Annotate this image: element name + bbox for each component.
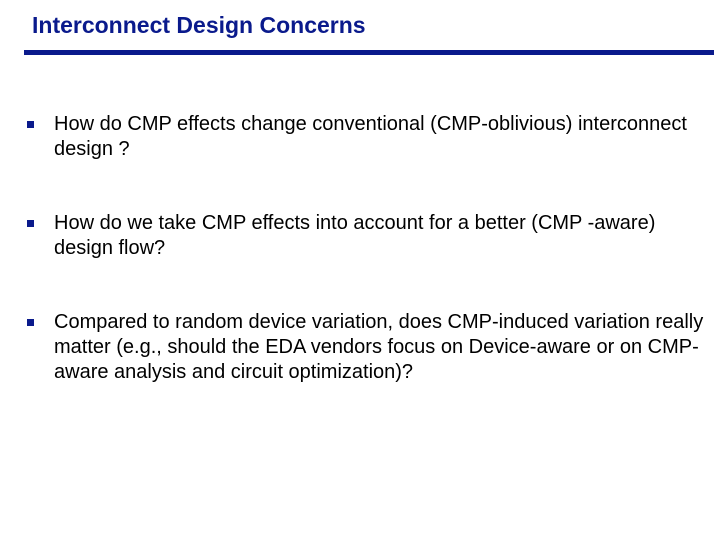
bullet-item-3 [24, 310, 704, 385]
bullet-text-2: How do we take CMP effects into account for a better (CMP -aware) design flow? [54, 212, 656, 259]
bullet-text-3: Compared to random device variation, does CMP-induced variation really matter (e.g., should the EDA vendors focus on Device-aware or on CMP-aware analysis and circuit optimization)? [54, 311, 704, 383]
bullet-item-2 [24, 211, 704, 261]
square-bullet-icon [27, 121, 34, 128]
square-bullet-icon [27, 220, 34, 227]
title-underline [24, 50, 714, 55]
slide-title: Interconnect Design Concerns [32, 12, 366, 38]
bullet-list [24, 112, 704, 434]
bullet-text-1: How do CMP effects change conventional (CMP-oblivious) interconnect design ? [54, 113, 687, 160]
square-bullet-icon [27, 319, 34, 326]
bullet-item-1 [24, 112, 704, 162]
